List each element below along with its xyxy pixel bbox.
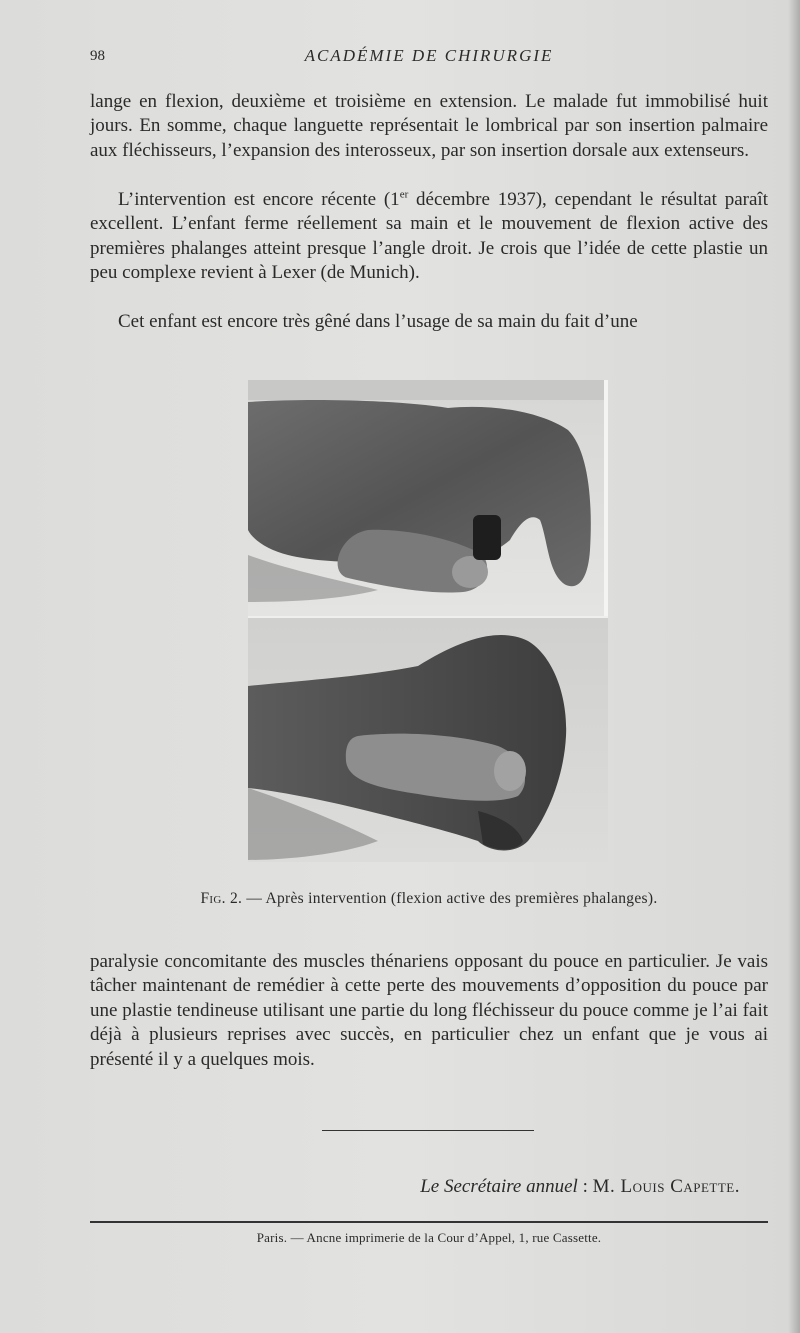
running-head <box>90 46 768 70</box>
signature-role: Le Secrétaire annuel <box>420 1176 578 1197</box>
printer-imprint: Paris. — Ancne imprimerie de la Cour d’Appel, 1, rue Cassette. <box>256 1230 602 1245</box>
figure-photo-hand-open <box>248 380 608 616</box>
paragraph-1: lange en flexion, deuxième et troisième en extension. Le malade fut immobilisé huit jours. En somme, chaque languette représentait le lombrical par son insertion palmaire aux fléchisseurs, l’expansion des interosseux, par son insertion dorsale aux extenseurs. <box>90 91 768 161</box>
paragraph-2-start: L’intervention est encore récente (1 <box>118 189 400 210</box>
signature-separator: : <box>577 1176 593 1197</box>
hand-flexed-image <box>248 616 608 862</box>
signature-name: M. Louis Capette. <box>592 1176 740 1197</box>
paragraph-2 <box>90 188 768 286</box>
ordinal-superscript: er <box>399 188 409 201</box>
paragraph-3-text: Cet enfant est encore très gêné dans l’usage de sa main du fait d’une <box>118 311 638 332</box>
page-number: 98 <box>90 48 105 64</box>
footer-rule <box>90 1221 768 1223</box>
figure-label: Fig. 2. <box>200 890 243 907</box>
paragraph-4: paralysie concomitante des muscles thénariens opposant du pouce en particulier. Je vais tâcher maintenant de remédier à cette perte des mouvements d’opposition du pouce par une plastie tendineuse utilisant une partie du long fléchisseur du pouce comme je l’ai fait déjà à plusieurs reprises avec succès, en particulier chez un enfant que je vous ai présenté il y a quelques mois. <box>90 951 768 1070</box>
signature <box>90 1176 740 1198</box>
journal-title: ACADÉMIE DE CHIRURGIE <box>304 46 554 65</box>
paragraph-3 <box>90 310 768 334</box>
page-edge-shadow <box>788 0 800 1333</box>
paragraph-2-rest: décembre 1937), cependant le résultat paraît excellent. L’enfant ferme réellement sa main et le mouvement de flexion active des premières phalanges atteint presque l’angle droit. Je crois que l’idée de cette plastie un peu complexe revient à Lexer (de Munich). <box>90 189 768 284</box>
section-divider <box>322 1130 534 1131</box>
hand-open-image <box>248 380 608 616</box>
figure-caption <box>90 890 768 908</box>
figure-photo-hand-flexed <box>248 616 608 862</box>
figure-caption-text: — Après intervention (flexion active des premières phalanges). <box>242 890 658 907</box>
